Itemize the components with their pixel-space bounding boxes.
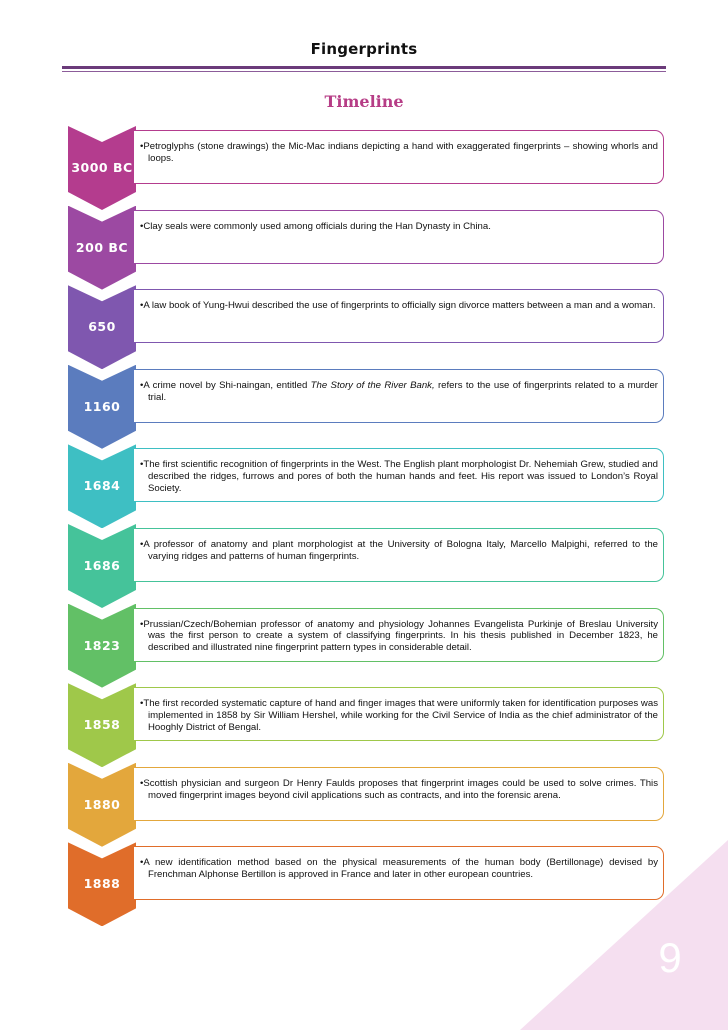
timeline-year: 1823 <box>83 637 121 653</box>
timeline-description-box <box>134 369 664 423</box>
timeline-entry <box>0 126 728 206</box>
page-title: Timeline <box>324 92 404 111</box>
timeline-description <box>140 300 658 312</box>
timeline-year: 650 <box>88 319 116 335</box>
timeline-description-box <box>134 448 664 502</box>
timeline-year: 1880 <box>83 796 121 812</box>
timeline-description-box <box>134 687 664 741</box>
timeline-year: 1888 <box>83 876 121 892</box>
timeline-entry <box>0 842 728 922</box>
timeline-description <box>140 141 658 165</box>
timeline-entry <box>0 206 728 286</box>
timeline-description-box <box>134 210 664 264</box>
description-text: refers to the use of fingerprints related to a murder trial. <box>148 379 658 403</box>
timeline-entry <box>0 365 728 445</box>
timeline-entry <box>0 683 728 763</box>
timeline-description <box>140 857 658 881</box>
timeline-description <box>140 778 658 802</box>
timeline-description-box <box>134 846 664 900</box>
timeline-description <box>140 221 658 233</box>
page-number: 9 <box>658 934 682 981</box>
description-text: •The first scientific recognition of fingerprints in the West. The English plant morphologist Dr. Nehemiah Grew, studied and described the ridges, furrows and pores of both the human hands and feet. His report was issued to London’s Royal Society. <box>140 459 658 494</box>
description-text: •A professor of anatomy and plant morphologist at the University of Bologna Italy, Marcello Malpighi, referred to the varying ridges and patterns of human fingerprints. <box>140 539 658 562</box>
timeline-entry <box>0 444 728 524</box>
timeline-entry <box>0 604 728 684</box>
description-text: •Scottish physician and surgeon Dr Henry Faulds proposes that fingerprint images could be used to solve crimes. This moved fingerprint images beyond civil applications such as contracts, and into the forensic arena. <box>140 777 658 801</box>
timeline-description <box>140 380 658 404</box>
header-rule-thick <box>62 66 666 69</box>
book-title-text: The Story of the River Bank, <box>310 379 435 391</box>
timeline-description <box>140 539 658 563</box>
description-text: •Petroglyphs (stone drawings) the Mic-Mac indians depicting a hand with exaggerated fingerprints – showing whorls and loops. <box>140 141 658 164</box>
timeline-year: 200 BC <box>75 239 129 255</box>
timeline-entry <box>0 285 728 365</box>
timeline-description-box <box>134 130 664 184</box>
timeline-description <box>140 698 658 733</box>
timeline-year: 1684 <box>83 478 121 494</box>
description-text: •A law book of Yung-Hwui described the use of fingerprints to officially sign divorce matters between a man and a woman. <box>140 300 656 312</box>
timeline-description <box>140 459 658 494</box>
timeline-description-box <box>134 608 664 662</box>
timeline-year: 3000 BC <box>71 160 133 175</box>
description-text: •Prussian/Czech/Bohemian professor of anatomy and physiology Johannes Evangelista Purkinje of Breslau University was the first person to create a system of classifying fingerprints. In his thesis published in December 1823, he described and illustrated nine fingerprint pattern types in considerable detail. <box>140 618 658 654</box>
timeline-entry <box>0 763 728 843</box>
description-text: •A new identification method based on the physical measurements of the human body (Bertillonage) devised by Frenchman Alphonse Bertillon is approved in France and later in other european countries. <box>140 857 658 881</box>
description-text: •The first recorded systematic capture of hand and finger images that were uniformly taken for identification purposes was implemented in 1858 by Sir William Hershel, while working for the Civil Service of India as the chief administrator of the Hooghly District of Bengal. <box>140 698 658 733</box>
timeline-description <box>140 619 658 654</box>
timeline-year: 1160 <box>83 398 121 414</box>
timeline-year: 1686 <box>83 558 121 573</box>
timeline-entry <box>0 524 728 604</box>
header-rule-thin <box>62 71 666 72</box>
running-header: Fingerprints <box>310 40 418 58</box>
timeline-description-box <box>134 767 664 821</box>
timeline-description-box <box>134 528 664 582</box>
description-text: •A crime novel by Shi-naingan, entitled <box>140 379 311 391</box>
timeline-description-box <box>134 289 664 343</box>
description-text: •Clay seals were commonly used among officials during the Han Dynasty in China. <box>140 220 491 232</box>
timeline-year: 1858 <box>83 717 121 733</box>
